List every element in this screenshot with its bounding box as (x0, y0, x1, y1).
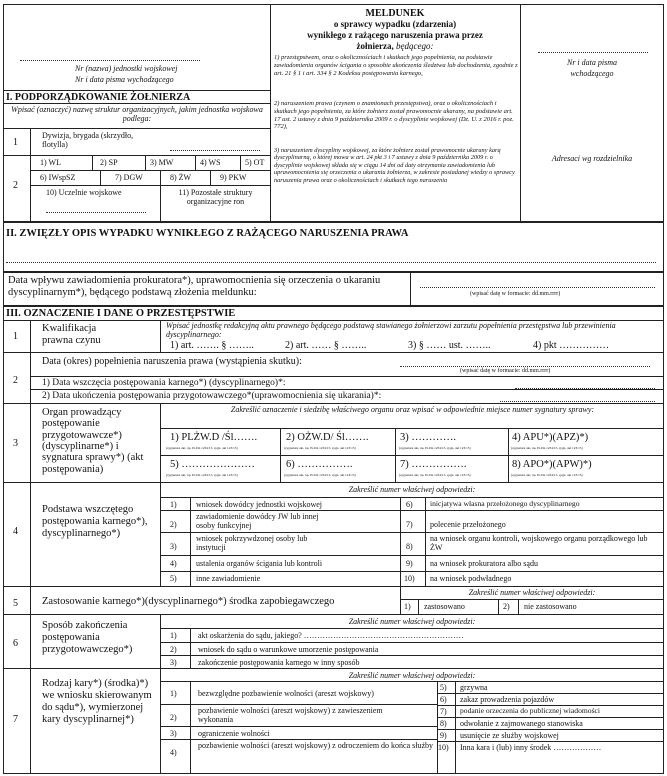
recipients-label: Adresaci wg rozdzielnika (551, 154, 633, 163)
penalty-9-text: usunięcie ze służby wojskowej (460, 731, 559, 740)
incident-description-field[interactable] (6, 262, 656, 263)
form-subtitle-2: wynikłego z rażącego naruszenia prawa przez (307, 30, 483, 40)
penalty-10-text: Inna kara i (lub) inny środek ……………… (460, 743, 602, 752)
penalty-7-num[interactable]: 7) (440, 707, 447, 716)
row5-label: Zastosowanie karnego*)(dyscyplinarnego*) środka zapobiegawczego (42, 596, 335, 607)
ending-3-text: zakończenie postępowania karnego w inny sposób (198, 658, 360, 667)
basis-8-text: na wniosek organu kontroli, wojskowego organu porządkowego lub ŻW (430, 534, 648, 553)
ending-1-num[interactable]: 1) (170, 631, 177, 640)
organ-ozw[interactable]: 2) OŻW.D/ Śl……. (286, 432, 369, 443)
measure-yes-num[interactable]: 1) (404, 602, 411, 611)
row2-end-label: 2) Data ukończenia postępowania przygotowawczego*(uprawomocnienia się ukarania)*: (42, 391, 382, 401)
brigade-field[interactable] (170, 150, 260, 151)
incoming-number-label-1: Nr i data pisma (566, 58, 617, 67)
measure-no: nie zastosowano (524, 602, 577, 611)
row1-label: Kwalifikacja prawna czynu (42, 323, 101, 347)
row2-label: Data (okres) popełnienia naruszenia prawa (wystąpienia skutku): (42, 356, 302, 367)
option-academies[interactable]: 10) Uczelnie wojskowe (46, 188, 122, 197)
ending-2-num[interactable]: 2) (170, 645, 177, 654)
organ-3[interactable]: 3) …………. (400, 432, 456, 443)
row1-field-par[interactable]: 3) § …… ust. …….. (408, 340, 491, 351)
row2-start-label: 1) Data wszczęcia postępowania karnego*) (dyscyplinarnego)*: (42, 378, 286, 388)
basis-2-text: zawiadomienie dowódcy JW lub innej osoby funkcyjnej (196, 512, 319, 531)
penalty-6-num[interactable]: 6) (440, 695, 447, 704)
ending-2-text: wniosek do sądu o warunkowe umorzenie postępowania (198, 645, 379, 654)
organ-plzw-sub: (sygnatura akt, np. Pr-Dn 1234/15, sygn. akt 123/15) (166, 446, 238, 450)
header-item-2: 2) naruszeniem prawa (czynem o znamionach przestępstwa), oraz o okolicznościach i skutkach jego popełnienia, za które żołnierz został prawomocnie ukarany, na podstawie art. 17 ust. 2 ustawy z dnia 9 października 2009 r. o dyscyplinie wojskowej (Dz. U. z 2016 r. poz. 772), (274, 100, 514, 131)
section3-title: III. OZNACZENIE I DANE O PRZESTĘPSTWIE (6, 308, 236, 319)
basis-3-num[interactable]: 3) (170, 542, 177, 551)
penalty-6-text: zakaz prowadzenia pojazdów (460, 695, 555, 704)
basis-9-num[interactable]: 9) (406, 559, 413, 568)
row1-num: 1 (13, 331, 18, 342)
basis-9-text: na wniosek prokuratora albo sądu (430, 559, 538, 568)
row1-instruction: Wpisać jednostkę redakcyjną aktu prawnego będącego podstawą stawianego żołnierzowi zarzutu popełnienia przestępstwa lub przewinienia dyscyplinarnego: (166, 321, 616, 340)
section1-row1-label: Dywizja, brygada (skrzydło, flotylla) (42, 131, 134, 150)
section1-row1-num: 1 (13, 137, 18, 148)
academy-field[interactable] (46, 212, 146, 213)
form-subtitle-1: o sprawcy wypadku (zdarzenia) (333, 19, 457, 29)
organ-7-sub: (sygnatura akt, np. Pr-Dn 1234/15, sygn. akt 123/15) (399, 473, 471, 477)
basis-1-num[interactable]: 1) (170, 500, 177, 509)
penalty-4-num[interactable]: 4) (170, 748, 177, 757)
form-subtitle-3: żołnierza, będącego: (356, 41, 434, 51)
ending-3-num[interactable]: 3) (170, 658, 177, 667)
row4-label: Podstawa wszczętego postępowania karnego*), dyscyplinarnego*) (42, 504, 148, 540)
incident-date-field[interactable] (400, 366, 650, 367)
organ-apo[interactable]: 8) APO*)(APW)*) (512, 459, 592, 470)
form-title: MELDUNEK (365, 8, 425, 19)
penalty-5-text: grzywna (460, 683, 488, 692)
penalty-7-text: podanie orzeczenia do publicznej wiadomości (460, 706, 601, 715)
option-sp[interactable]: 2) SP (100, 158, 118, 167)
header-item-3: 3) naruszeniem dyscypliny wojskowej, za które żołnierz został prawomocnie ukarany karą dyscyplinarną, o której mowa w art. 24 pkt 3 i 7 ustawy z dnia 9 października 2009 r. o dyscyplinie wojskowej składa się w ciągu 14 dni od daty otrzymania zawiadomienia lub uprawomocnienia się orzeczenia o ukaraniu żołnierza, w zakresie posiadanej wiedzy o sprawcy naruszenia prawa oraz o okolicznościach i skutkach tego naruszenia (274, 147, 515, 184)
header-item-1: 1) przestępstwem, oraz o okolicznościach i skutkach jego popełnienia, na podstawie zawiadomienia organów ścigania o sposobie ukończenia śledztwa lub dochodzenia, zgodnie z art. 21 § 1 i art. 334 § 2 Kodeksu postępowania karnego, (274, 54, 518, 77)
option-pkw[interactable]: 9) PKW (220, 173, 247, 182)
row6-instruction: Zakreślić numer właściwej odpowiedzi: (348, 617, 476, 626)
row1-field-art2[interactable]: 2) art. …… § …….. (285, 340, 367, 351)
organ-apu[interactable]: 4) APU*)(APZ)*) (512, 432, 589, 443)
basis-7-num[interactable]: 7) (406, 520, 413, 529)
basis-7-text: polecenie przełożonego (430, 520, 506, 529)
option-iwspsz[interactable]: 6) IWspSZ (40, 173, 76, 182)
basis-10-text: na wniosek podwładnego (430, 574, 512, 583)
organ-5[interactable]: 5) ………………… (170, 459, 255, 470)
basis-6-num[interactable]: 6) (406, 500, 413, 509)
option-mw[interactable]: 3) MW (150, 158, 174, 167)
row3-instruction: Zakreślić oznaczenie i siedzibę właściwego organu oraz wpisać w odpowiednie miejsce numer sygnatury sprawy: (230, 405, 595, 414)
row5-instruction: Zakreślić numer właściwej odpowiedzi: (468, 588, 596, 597)
basis-10-num[interactable]: 10) (404, 574, 415, 583)
basis-8-num[interactable]: 8) (406, 542, 413, 551)
section1-row2-num: 2 (13, 180, 18, 191)
organ-apo-sub: (sygnatura akt, np. Pr-Dn 1234/15, sygn. akt 123/15) (511, 473, 583, 477)
basis-4-num[interactable]: 4) (170, 559, 177, 568)
unit-name-label: Nr (nazwa) jednostki wojskowej (75, 64, 178, 73)
organ-apu-sub: (sygnatura akt, np. Pr-Dn 1234/15, sygn. akt 123/15) (511, 446, 583, 450)
notification-date-hint: (wpisać datę w formacie: dd.mm.rrrr) (470, 291, 561, 297)
basis-2-num[interactable]: 2) (170, 520, 177, 529)
incoming-number-label-2: wchodzącego (570, 69, 614, 78)
measure-no-num[interactable]: 2) (503, 602, 510, 611)
unit-name-field[interactable] (20, 60, 200, 61)
penalty-10-num[interactable]: 10) (438, 743, 449, 752)
basis-3-text: wniosek pokrzywdzonej osoby lub instytucji (196, 534, 308, 553)
end-date-field[interactable] (500, 401, 655, 402)
basis-5-text: inne zawiadomienie (196, 574, 261, 583)
notification-date-label: Data wpływu zawiadomienia prokuratora*), uprawomocnienia się orzeczenia o ukaraniu dyscyplinarnym*), będącego podstawą złożenia meldunku: (8, 275, 381, 299)
row3-label: Organ prowadzący postępowanie przygotowawcze*) (dyscyplinarne*) i sygnatura sprawy*) (akt postępowania) (42, 407, 144, 475)
option-ot[interactable]: 5) OT (245, 158, 265, 167)
organ-3-sub: (sygnatura akt, np. Pr-Dn 1234/15, sygn. akt 123/15) (399, 446, 471, 450)
penalty-8-text: odwołanie z zajmowanego stanowiska (460, 719, 583, 728)
row7-label: Rodzaj kary*) (środka)*) we wniosku skierowanym do sądu*), wymierzonej kary dyscyplinarnej*) (42, 678, 152, 726)
basis-6-text: inicjatywa własna przełożonego dyscyplinarnego (430, 499, 580, 508)
row5-num: 5 (13, 598, 18, 609)
row6-num: 6 (13, 638, 18, 649)
section2-title: II. ZWIĘZŁY OPIS WYPADKU WYNIKŁEGO Z RAŻĄCEGO NARUSZENIA PRAWA (6, 228, 409, 239)
penalty-2-num[interactable]: 2) (170, 713, 177, 722)
penalty-3-text: ograniczenie wolności (198, 729, 270, 738)
outgoing-number-label: Nr i data pisma wychodzącego (75, 75, 174, 84)
penalty-3-num[interactable]: 3) (170, 729, 177, 738)
penalty-2-text: pozbawienie wolności (areszt wojskowy) z zawieszeniem wykonania (198, 706, 383, 725)
incident-date-hint: (wpisać datę w formacie: dd.mm.rrrr) (460, 368, 551, 374)
penalty-1-text: bezwzględne pozbawienie wolności (areszt wojskowy) (198, 689, 374, 698)
row7-num: 7 (13, 714, 18, 725)
row4-instruction: Zakreślić numer właściwej odpowiedzi: (348, 485, 476, 494)
option-ws[interactable]: 4) WS (200, 158, 221, 167)
organ-6[interactable]: 6) ……………. (286, 459, 353, 470)
section1-instruction: Wpisać (oznaczyć) nazwę struktur organizacyjnych, jakim jednostka wojskowa podlega: (11, 105, 263, 124)
basis-5-num[interactable]: 5) (170, 574, 177, 583)
ending-1-text: akt oskarżenia do sądu, jakiego? …………………………………………………… (198, 631, 464, 640)
row2-num: 2 (13, 375, 18, 386)
row1-field-art1[interactable]: 1) art. ……. § …….. (170, 340, 254, 351)
option-other-structures[interactable]: 11) Pozostałe struktury organizacyjne ron (178, 188, 253, 207)
row3-num: 3 (13, 438, 18, 449)
basis-4-text: ustalenia organów ścigania lub kontroli (196, 559, 323, 568)
basis-1-text: wniosek dowódcy jednostki wojskowej (196, 500, 322, 509)
option-wl[interactable]: 1) WL (40, 158, 61, 167)
incoming-number-field[interactable] (538, 52, 648, 53)
row7-instruction: Zakreślić numer właściwej odpowiedzi: (348, 671, 476, 680)
notification-date-field[interactable] (420, 287, 655, 288)
option-zw[interactable]: 8) ŻW (170, 173, 192, 182)
organ-5-sub: (sygnatura akt, np. Pr-Dn 1234/15, sygn. akt 123/15) (166, 473, 238, 477)
option-dgw[interactable]: 7) DGW (115, 173, 143, 182)
penalty-8-num[interactable]: 8) (440, 719, 447, 728)
row6-label: Sposób zakończenia postępowania przygotowawczego*) (42, 620, 133, 656)
measure-yes: zastosowano (424, 602, 465, 611)
organ-7[interactable]: 7) ……………. (400, 459, 467, 470)
penalty-9-num[interactable]: 9) (440, 731, 447, 740)
organ-6-sub: (sygnatura akt, np. Pr-Dn 1234/15, sygn. akt 123/15) (284, 473, 356, 477)
row1-field-pkt[interactable]: 4) pkt …………… (533, 340, 610, 351)
organ-ozw-sub: (sygnatura akt, np. Pr-Dn 1234/15, sygn. akt 123/15) (284, 446, 356, 450)
penalty-5-num[interactable]: 5) (440, 683, 447, 692)
organ-plzw[interactable]: 1) PLŻW.D /Śl……. (170, 432, 258, 443)
penalty-1-num[interactable]: 1) (170, 689, 177, 698)
row4-num: 4 (13, 526, 18, 537)
section1-title: I. PODPORZĄDKOWANIE ŻOŁNIERZA (6, 92, 191, 103)
penalty-4-text: pozbawienie wolności (areszt wojskowy) z odroczeniem do końca służby (198, 741, 434, 750)
